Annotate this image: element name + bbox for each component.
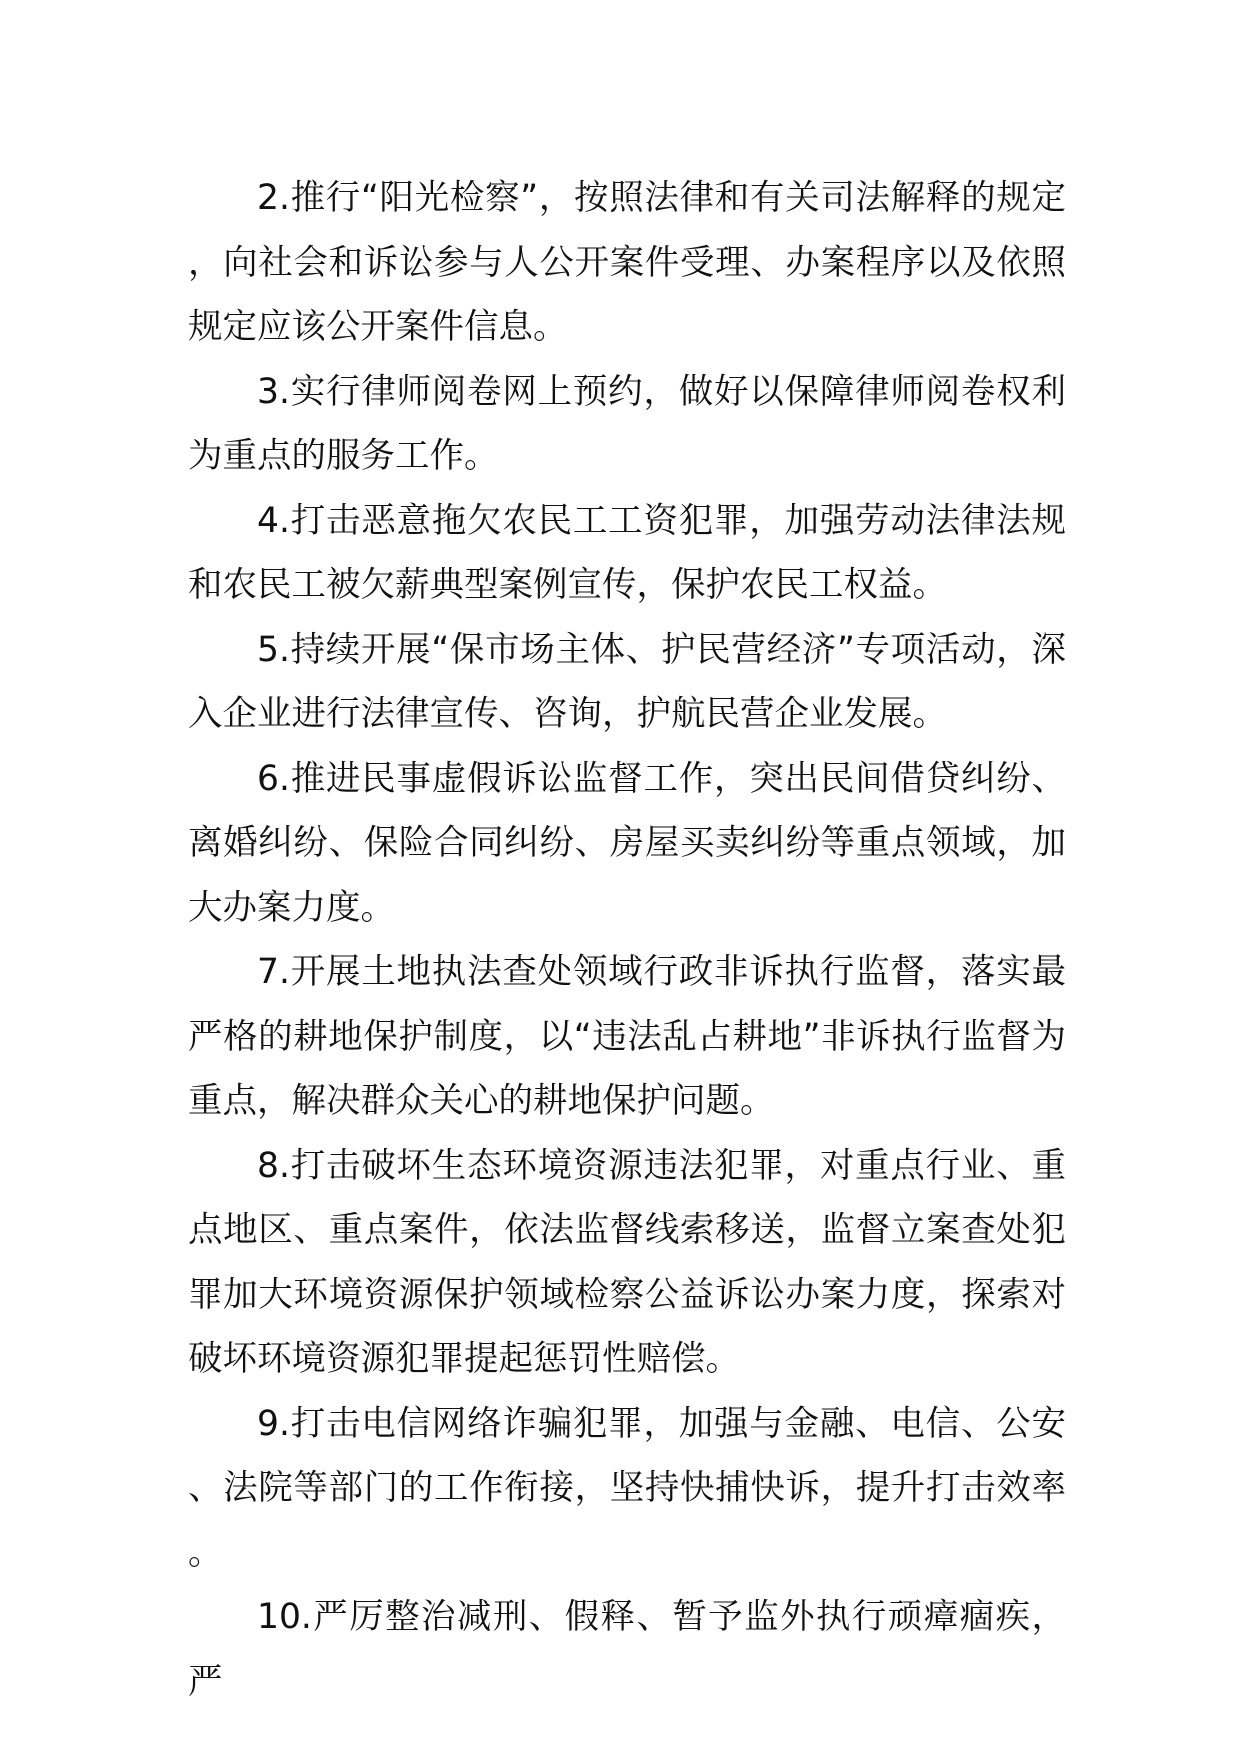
paragraph-item-2: 2.推行“阳光检察”，按照法律和有关司法解释的规定，向社会和诉讼参与人公开案件受理、办案程序以及依照规定应该公开案件信息。 (188, 178, 1066, 347)
document-body (188, 166, 1066, 1714)
paragraph-item-8: 8.打击破坏生态环境资源违法犯罪，对重点行业、重点地区、重点案件，依法监督线索移送，监督立案查处犯罪加大环境资源保护领域检察公益诉讼办案力度，探索对破坏环境资源犯罪提起惩罚性赔偿。 (188, 1145, 1066, 1379)
paragraph-item-6: 6.推进民事虚假诉讼监督工作，突出民间借贷纠纷、离婚纠纷、保险合同纠纷、房屋买卖纠纷等重点领域，加大办案力度。 (188, 758, 1066, 928)
paragraph-item-7: 7.开展土地执法查处领域行政非诉执行监督，落实最严格的耕地保护制度，以“违法乱占耕地”非诉执行监督为重点，解决群众关心的耕地保护问题。 (188, 952, 1066, 1121)
paragraph-item-10: 10.严厉整治减刑、假释、暂予监外执行顽瘴痼疾，严 (188, 1597, 1066, 1702)
paragraph-item-4: 4.打击恶意拖欠农民工工资犯罪，加强劳动法律法规和农民工被欠薪典型案例宣传，保护农民工权益。 (188, 500, 1066, 605)
paragraph-item-3: 3.实行律师阅卷网上预约，做好以保障律师阅卷权利为重点的服务工作。 (188, 371, 1066, 476)
paragraph-item-5: 5.持续开展“保市场主体、护民营经济”专项活动，深入企业进行法律宣传、咨询，护航民营企业发展。 (188, 629, 1066, 734)
paragraph-item-9: 9.打击电信网络诈骗犯罪，加强与金融、电信、公安、法院等部门的工作衔接，坚持快捕快诉，提升打击效率。 (188, 1403, 1066, 1573)
